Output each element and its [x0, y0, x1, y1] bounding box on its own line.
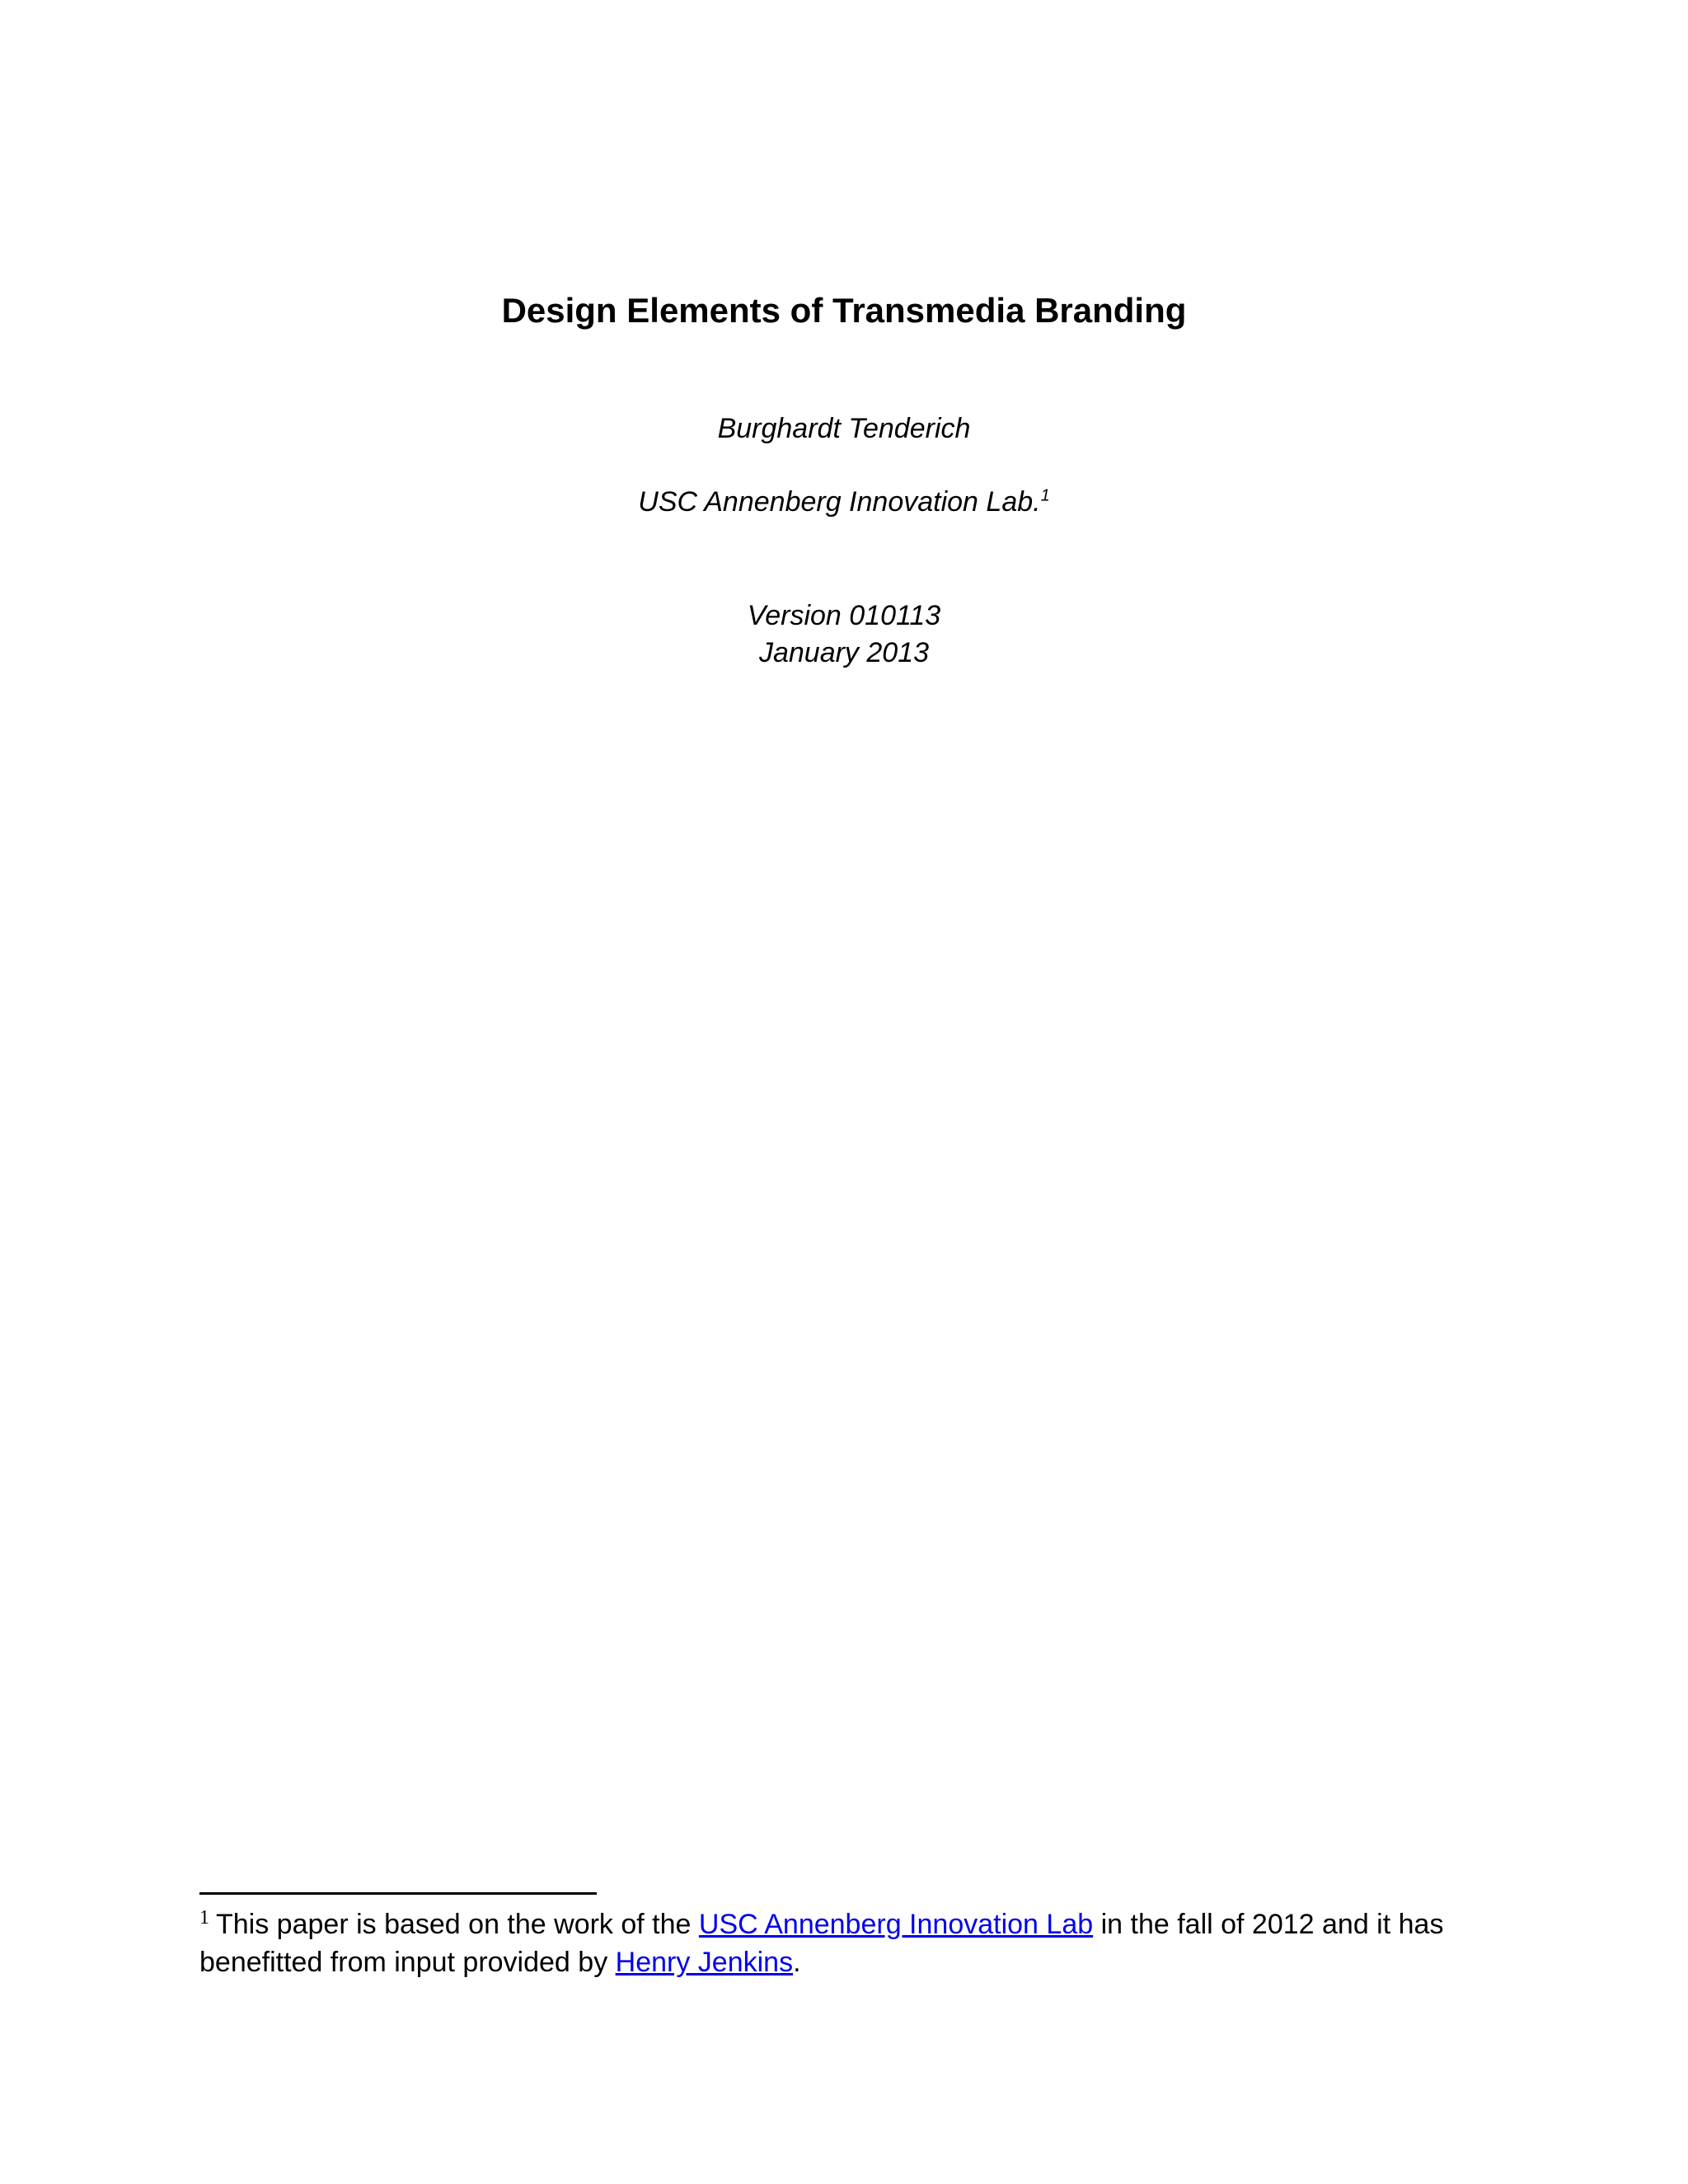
affiliation-text: USC Annenberg Innovation Lab. [638, 486, 1041, 518]
version-label: Version 010113 [747, 600, 941, 631]
footnote-separator [199, 1892, 597, 1895]
footnote [199, 1905, 1485, 1981]
publication-date: January 2013 [758, 637, 930, 668]
footnote-text-2: in the fall of 2012 and it has benefitted from input provided by [199, 1909, 1444, 1978]
author-affiliation [0, 485, 1688, 519]
footnote-marker: 1 [199, 1906, 209, 1929]
author-name: Burghardt Tenderich [717, 413, 971, 444]
footnote-text-3: . [793, 1947, 801, 1978]
footnote-reference[interactable]: 1 [1040, 486, 1050, 505]
usc-annenberg-lab-link[interactable]: USC Annenberg Innovation Lab [698, 1909, 1094, 1940]
footnote-text-1: This paper is based on the work of the [216, 1909, 699, 1940]
document-title: Design Elements of Transmedia Branding [501, 291, 1187, 330]
henry-jenkins-link[interactable]: Henry Jenkins [615, 1947, 794, 1978]
version-block [0, 598, 1688, 672]
